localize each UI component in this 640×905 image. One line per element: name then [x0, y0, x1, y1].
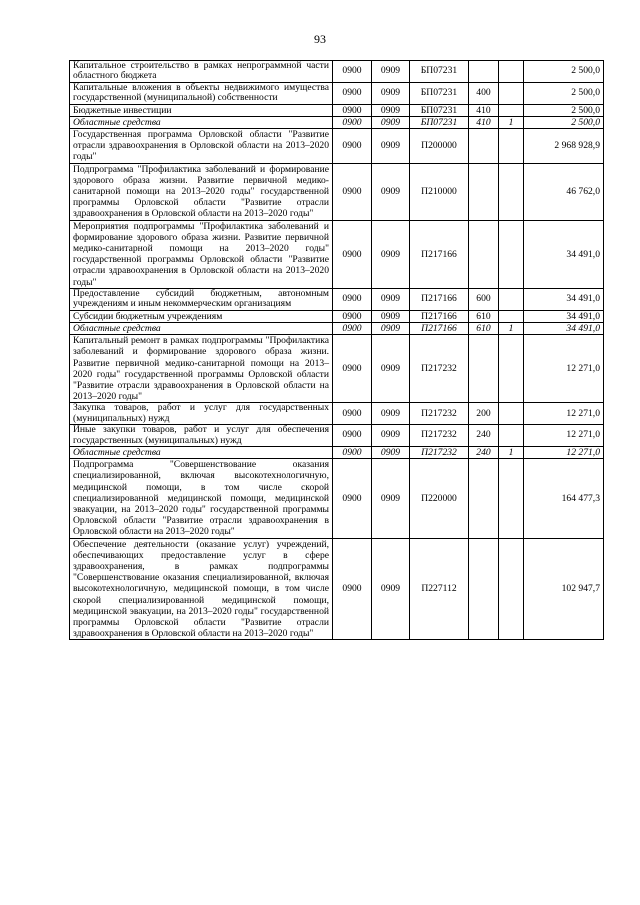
target-article-code: БП07231: [410, 82, 469, 104]
page-number: 93: [314, 32, 326, 46]
row-name: Закупка товаров, работ и услуг для государственных (муниципальных) нужд: [70, 403, 333, 425]
table-row: [70, 538, 604, 640]
row-name: Областные средства: [70, 116, 333, 128]
funding-source-code: [499, 288, 524, 310]
table-row: [70, 403, 604, 425]
row-name: Капитальные вложения в объекты недвижимого имущества государственной (муниципальной) собственности: [70, 82, 333, 104]
funding-source-code: 1: [499, 446, 524, 458]
amount: 46 762,0: [524, 163, 604, 220]
table-row: [70, 82, 604, 104]
section-code: 0900: [333, 129, 372, 164]
expense-type-code: 240: [469, 425, 499, 447]
row-name: Предоставление субсидий бюджетным, автономным учреждениям и иным некоммерческим организациям: [70, 288, 333, 310]
subsection-code: 0909: [372, 220, 410, 288]
budget-table: [69, 60, 604, 640]
target-article-code: П210000: [410, 163, 469, 220]
funding-source-code: 1: [499, 116, 524, 128]
funding-source-code: 1: [499, 322, 524, 334]
section-code: 0900: [333, 459, 372, 538]
expense-type-code: [469, 220, 499, 288]
target-article-code: П217232: [410, 425, 469, 447]
row-name: Подпрограмма "Профилактика заболеваний и формирование здорового образа жизни. Развитие первичной медико-санитарной помощи на 2013–2020 годы" государственной программы Орловской области "Развитие отрасли здравоохранения в Орловской области на 2013–2020 годы": [70, 163, 333, 220]
target-article-code: БП07231: [410, 104, 469, 116]
table-row: [70, 129, 604, 164]
subsection-code: 0909: [372, 446, 410, 458]
funding-source-code: [499, 61, 524, 83]
row-name: Государственная программа Орловской области "Развитие отрасли здравоохранения в Орловской области на 2013–2020 годы": [70, 129, 333, 164]
target-article-code: П217166: [410, 322, 469, 334]
row-name: Областные средства: [70, 446, 333, 458]
amount: 2 500,0: [524, 61, 604, 83]
subsection-code: 0909: [372, 459, 410, 538]
target-article-code: П217166: [410, 220, 469, 288]
funding-source-code: [499, 82, 524, 104]
section-code: 0900: [333, 403, 372, 425]
table-row: [70, 116, 604, 128]
amount: 102 947,7: [524, 538, 604, 640]
target-article-code: П217166: [410, 310, 469, 322]
section-code: 0900: [333, 425, 372, 447]
expense-type-code: [469, 459, 499, 538]
table-row: [70, 61, 604, 83]
table-row: [70, 459, 604, 538]
funding-source-code: [499, 425, 524, 447]
amount: 34 491,0: [524, 322, 604, 334]
subsection-code: 0909: [372, 538, 410, 640]
section-code: 0900: [333, 310, 372, 322]
subsection-code: 0909: [372, 310, 410, 322]
amount: 2 968 928,9: [524, 129, 604, 164]
section-code: 0900: [333, 61, 372, 83]
expense-type-code: [469, 335, 499, 403]
table-row: [70, 104, 604, 116]
target-article-code: П217166: [410, 288, 469, 310]
target-article-code: П217232: [410, 446, 469, 458]
table-row: [70, 288, 604, 310]
row-name: Областные средства: [70, 322, 333, 334]
section-code: 0900: [333, 116, 372, 128]
section-code: 0900: [333, 538, 372, 640]
amount: 12 271,0: [524, 403, 604, 425]
amount: 2 500,0: [524, 82, 604, 104]
expense-type-code: 200: [469, 403, 499, 425]
table-row: [70, 310, 604, 322]
target-article-code: БП07231: [410, 116, 469, 128]
subsection-code: 0909: [372, 403, 410, 425]
expense-type-code: 240: [469, 446, 499, 458]
expense-type-code: 400: [469, 82, 499, 104]
amount: 34 491,0: [524, 220, 604, 288]
section-code: 0900: [333, 335, 372, 403]
table-row: [70, 446, 604, 458]
target-article-code: П200000: [410, 129, 469, 164]
subsection-code: 0909: [372, 104, 410, 116]
row-name: Капитальное строительство в рамках непрограммной части областного бюджета: [70, 61, 333, 83]
subsection-code: 0909: [372, 163, 410, 220]
section-code: 0900: [333, 220, 372, 288]
section-code: 0900: [333, 288, 372, 310]
row-name: Подпрограмма "Совершенствование оказания специализированной, включая высокотехнологичную, медицинской помощи, в том числе скорой специализированной медицинской помощи, медицинской эвакуации, на 2013–2020 годы" государственной программы Орловской области "Развитие отрасли здравоохранения в Орловской области на 2013–2020 годы": [70, 459, 333, 538]
amount: 12 271,0: [524, 446, 604, 458]
section-code: 0900: [333, 446, 372, 458]
section-code: 0900: [333, 322, 372, 334]
amount: 12 271,0: [524, 425, 604, 447]
target-article-code: БП07231: [410, 61, 469, 83]
section-code: 0900: [333, 163, 372, 220]
amount: 34 491,0: [524, 310, 604, 322]
row-name: Обеспечение деятельности (оказание услуг) учреждений, обеспечивающих предоставление услуг в сфере здравоохранения, в рамках подпрограммы "Совершенствование оказания специализированной, включая высокотехнологичную, медицинской помощи, в том числе скорой специализированной медицинской помощи, медицинской эвакуации, на 2013–2020 годы" государственной программы Орловской области "Развитие отрасли здравоохранения в Орловской области на 2013–2020 годы": [70, 538, 333, 640]
funding-source-code: [499, 538, 524, 640]
funding-source-code: [499, 129, 524, 164]
target-article-code: П217232: [410, 335, 469, 403]
amount: 34 491,0: [524, 288, 604, 310]
expense-type-code: 610: [469, 322, 499, 334]
expense-type-code: 610: [469, 310, 499, 322]
amount: 12 271,0: [524, 335, 604, 403]
amount: 164 477,3: [524, 459, 604, 538]
section-code: 0900: [333, 82, 372, 104]
table-row: [70, 220, 604, 288]
funding-source-code: [499, 163, 524, 220]
target-article-code: П220000: [410, 459, 469, 538]
table-row: [70, 322, 604, 334]
expense-type-code: 410: [469, 104, 499, 116]
expense-type-code: [469, 61, 499, 83]
table-row: [70, 335, 604, 403]
subsection-code: 0909: [372, 82, 410, 104]
subsection-code: 0909: [372, 425, 410, 447]
section-code: 0900: [333, 104, 372, 116]
target-article-code: П217232: [410, 403, 469, 425]
subsection-code: 0909: [372, 116, 410, 128]
funding-source-code: [499, 459, 524, 538]
subsection-code: 0909: [372, 322, 410, 334]
funding-source-code: [499, 310, 524, 322]
funding-source-code: [499, 335, 524, 403]
amount: 2 500,0: [524, 116, 604, 128]
row-name: Иные закупки товаров, работ и услуг для обеспечения государственных (муниципальных) нужд: [70, 425, 333, 447]
table-row: [70, 163, 604, 220]
expense-type-code: [469, 129, 499, 164]
funding-source-code: [499, 104, 524, 116]
subsection-code: 0909: [372, 129, 410, 164]
amount: 2 500,0: [524, 104, 604, 116]
target-article-code: П227112: [410, 538, 469, 640]
table-row: [70, 425, 604, 447]
subsection-code: 0909: [372, 335, 410, 403]
row-name: Мероприятия подпрограммы "Профилактика заболеваний и формирование здорового образа жизни. Развитие первичной медико-санитарной помощи на 2013–2020 годы" государственной программы Орловской области "Развитие отрасли здравоохранения в Орловской области на 2013–2020 годы": [70, 220, 333, 288]
expense-type-code: [469, 538, 499, 640]
subsection-code: 0909: [372, 61, 410, 83]
row-name: Субсидии бюджетным учреждениям: [70, 310, 333, 322]
expense-type-code: 600: [469, 288, 499, 310]
subsection-code: 0909: [372, 288, 410, 310]
budget-table-body: [70, 61, 604, 640]
funding-source-code: [499, 220, 524, 288]
expense-type-code: [469, 163, 499, 220]
expense-type-code: 410: [469, 116, 499, 128]
funding-source-code: [499, 403, 524, 425]
row-name: Бюджетные инвестиции: [70, 104, 333, 116]
row-name: Капитальный ремонт в рамках подпрограммы "Профилактика заболеваний и формирование здорового образа жизни. Развитие первичной медико-санитарной помощи на 2013–2020 годы" государственной программы Орловской области "Развитие отрасли здравоохранения в Орловской области на 2013–2020 годы": [70, 335, 333, 403]
